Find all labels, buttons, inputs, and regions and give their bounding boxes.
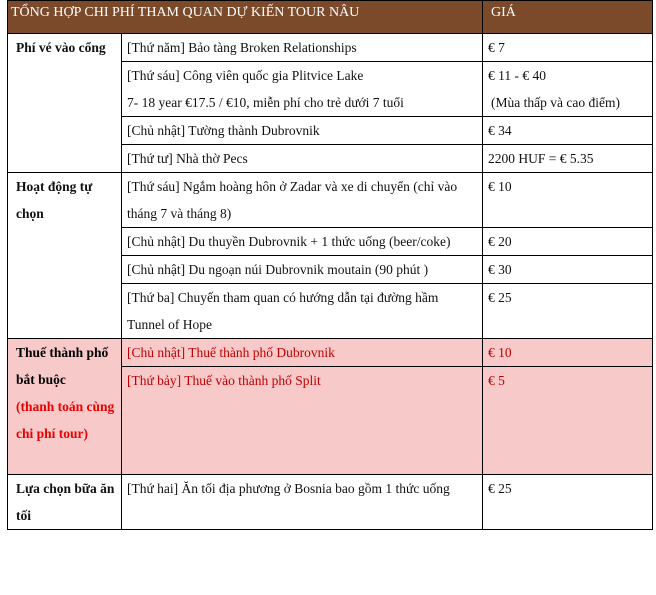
price-cell: 2200 HUF = € 5.35 — [483, 145, 653, 173]
item-cell: [Chủ nhật] Du ngoạn núi Dubrovnik moutain (90 phút ) — [122, 256, 483, 284]
item-cell — [122, 62, 483, 117]
item-text: [Thứ sáu] Công viên quốc gia Plitvice Lake — [127, 68, 364, 83]
item-cell: [Thứ năm] Bảo tàng Broken Relationships — [122, 34, 483, 62]
item-cell: [Chủ nhật] Tường thành Dubrovnik — [122, 117, 483, 145]
table-title: TỔNG HỢP CHI PHÍ THAM QUAN DỰ KIẾN TOUR NÂU — [8, 1, 483, 34]
category-note: (thanh toán cùng chi phí tour) — [16, 399, 115, 441]
price-cell: € 7 — [483, 34, 653, 62]
category-optional-activities: Hoạt động tự chọn — [8, 173, 122, 339]
price-cell: € 5 — [483, 367, 653, 475]
price-text: € 11 - € 40 — [488, 68, 547, 83]
table-row — [8, 34, 653, 62]
price-cell: € 25 — [483, 475, 653, 530]
item-cell: [Thứ tư] Nhà thờ Pecs — [122, 145, 483, 173]
price-cell — [483, 62, 653, 117]
price-cell: € 20 — [483, 228, 653, 256]
category-city-tax — [8, 339, 122, 475]
price-column-header: GIÁ — [483, 1, 653, 34]
category-label: Thuế thành phố bắt buộc — [16, 345, 109, 387]
price-cell: € 25 — [483, 284, 653, 339]
item-cell: [Thứ ba] Chuyến tham quan có hướng dẫn tại đường hầm Tunnel of Hope — [122, 284, 483, 339]
tour-cost-table — [7, 0, 653, 530]
item-cell: [Chủ nhật] Thuế thành phố Dubrovnik — [122, 339, 483, 367]
price-extra-text: (Mùa thấp và cao điểm) — [491, 95, 620, 110]
item-extra-text: 7- 18 year €17.5 / €10, miễn phí cho trẻ dưới 7 tuổi — [127, 95, 404, 110]
category-entrance-fees: Phí vé vào cổng — [8, 34, 122, 173]
item-cell: [Thứ hai] Ăn tối địa phương ở Bosnia bao gồm 1 thức uống — [122, 475, 483, 530]
price-cell: € 34 — [483, 117, 653, 145]
item-cell: [Thứ sáu] Ngắm hoàng hôn ở Zadar và xe di chuyển (chỉ vào tháng 7 và tháng 8) — [122, 173, 483, 228]
price-cell: € 10 — [483, 339, 653, 367]
table-row — [8, 173, 653, 228]
table-row — [8, 339, 653, 367]
item-cell: [Thứ bảy] Thuế vào thành phố Split — [122, 367, 483, 475]
table-row — [8, 475, 653, 530]
table-header-row — [8, 1, 653, 34]
item-cell: [Chủ nhật] Du thuyền Dubrovnik + 1 thức uống (beer/coke) — [122, 228, 483, 256]
price-cell: € 10 — [483, 173, 653, 228]
category-dinner-option: Lựa chọn bữa ăn tối — [8, 475, 122, 530]
price-cell: € 30 — [483, 256, 653, 284]
